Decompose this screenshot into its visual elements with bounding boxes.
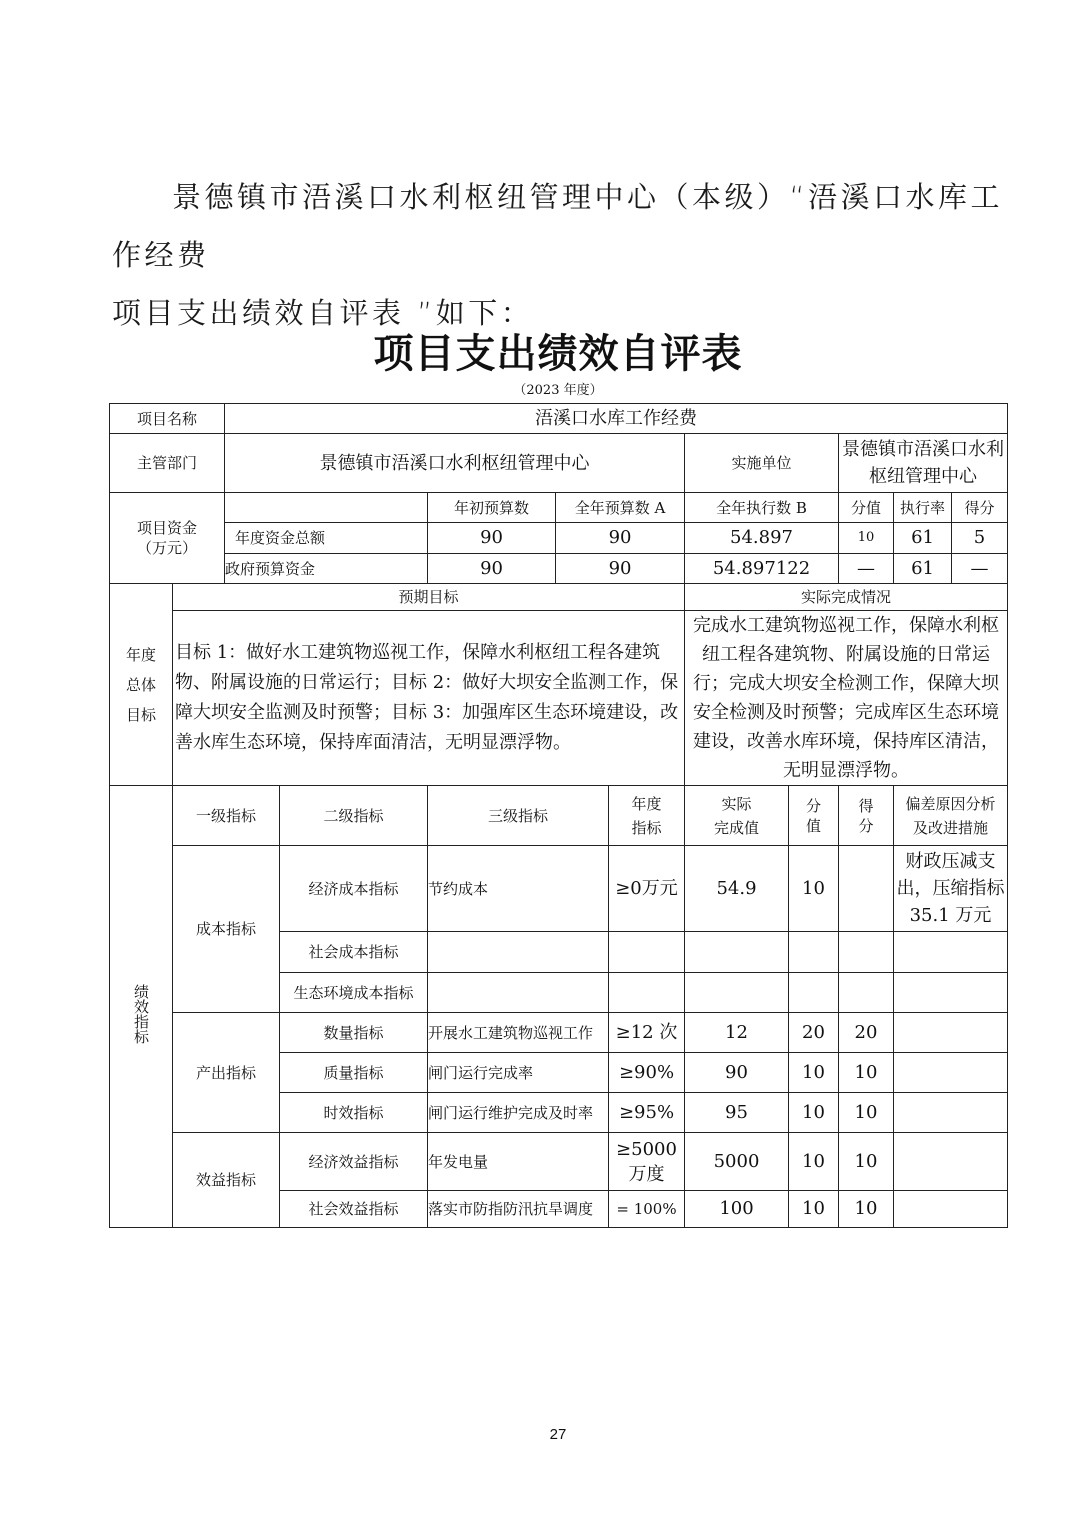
actual: 100 [685,1191,789,1228]
project-name-value: 浯溪口水库工作经费 [225,404,1008,434]
deviation [894,1013,1008,1053]
funds-header-score-value: 分值 [839,493,894,523]
impl-label: 实施单位 [685,434,839,493]
header-actual-line-1: 实际 [721,794,752,813]
funds-header-rate: 执行率 [894,493,952,523]
actual: 5000 [685,1133,789,1191]
funds-score: 5 [952,523,1008,554]
level2: 经济效益指标 [280,1133,428,1191]
header-deviation-line-2: 及改进措施 [912,818,988,837]
score: 20 [839,1013,894,1053]
value: 10 [789,1133,839,1191]
funds-row [110,523,1008,554]
header-level1: 一级指标 [173,786,280,846]
header-value [789,786,839,846]
deviation [894,932,1008,973]
actual [685,973,789,1013]
score [839,932,894,973]
score: 10 [839,1053,894,1093]
funds-score-value: — [839,554,894,584]
level3 [428,973,609,1013]
header-value-line-2: 值 [805,816,821,835]
value: 10 [789,1053,839,1093]
funds-annual: 90 [556,523,685,554]
score [839,846,894,932]
level3: 闸门运行完成率 [428,1053,609,1093]
goals-label-line-1: 年度 [125,645,156,664]
header-target [609,786,685,846]
level1-output: 产出指标 [173,1013,280,1133]
level1-cost: 成本指标 [173,846,280,1013]
intro-paragraph [112,168,1012,342]
level2: 社会成本指标 [280,932,428,973]
indicator-row [110,1133,1008,1191]
header-actual-line-2: 完成值 [713,818,759,837]
funds-row [110,554,1008,584]
header-score-line-2: 分 [858,816,874,835]
funds-row-name: 政府预算资金 [225,554,428,584]
level3: 落实市防指防汛抗旱调度 [428,1191,609,1228]
header-target-line-1: 年度 [631,794,662,813]
value: 10 [789,1093,839,1133]
value [789,932,839,973]
page-number: 27 [549,1426,567,1443]
level3: 年发电量 [428,1133,609,1191]
deviation [894,1093,1008,1133]
value [789,973,839,1013]
level2: 经济成本指标 [280,846,428,932]
expected-goals-header: 预期目标 [173,584,685,611]
deviation: 财政压减支出，压缩指标35.1 万元 [894,846,1008,932]
funds-header-score: 得分 [952,493,1008,523]
funds-score: — [952,554,1008,584]
value: 20 [789,1013,839,1053]
target: ≥95% [609,1093,685,1133]
level2: 社会效益指标 [280,1191,428,1228]
header-level3: 三级指标 [428,786,609,846]
level3: 闸门运行维护完成及时率 [428,1093,609,1133]
header-target-line-2: 指标 [631,818,662,837]
funds-score-value: 10 [839,523,894,554]
funds-initial: 90 [428,554,556,584]
funds-header-blank [225,493,428,523]
header-level2: 二级指标 [280,786,428,846]
expected-goals-text: 目标 1：做好水工建筑物巡视工作，保障水利枢纽工程各建筑物、附属设施的日常运行；目标 2：做好大坝安全监测工作，保障大坝安全监测及时预警；目标 3：加强库区生态环境建设，改善水库生态环境，保持库面清洁，无明显漂浮物。 [173,611,685,786]
indicator-row [110,846,1008,932]
indicators-table [109,785,1008,1228]
score: 10 [839,1133,894,1191]
funds-initial: 90 [428,523,556,554]
intro-line-2: 项目支出绩效自评表 ”如下： [112,296,534,330]
project-name-label: 项目名称 [110,404,225,434]
deviation [894,973,1008,1013]
level3: 开展水工建筑物巡视工作 [428,1013,609,1053]
goals-label-line-2: 总体 [125,675,156,694]
goals-label [110,584,173,786]
actual: 90 [685,1053,789,1093]
actual: 54.9 [685,846,789,932]
funds-header-executed: 全年执行数 B [685,493,839,523]
funds-rate: 61 [894,554,952,584]
target [609,973,685,1013]
table-title: 项目支出绩效自评表 [373,331,743,377]
funds-executed: 54.897 [685,523,839,554]
target: ≥0万元 [609,846,685,932]
level2: 数量指标 [280,1013,428,1053]
level1-benefit: 效益指标 [173,1133,280,1228]
funds-annual: 90 [556,554,685,584]
table-subtitle-year: （2023 年度） [513,383,603,398]
value: 10 [789,846,839,932]
target: = 100% [609,1191,685,1228]
target: ≥5000万度 [609,1133,685,1191]
target: ≥12 次 [609,1013,685,1053]
intro-line-1: 景德镇市浯溪口水利枢纽管理中心（本级）“浯溪口水库工作经费 [112,180,1004,272]
value: 10 [789,1191,839,1228]
funds-label-line-1: 项目资金 [137,519,198,537]
impl-value: 景德镇市浯溪口水利枢纽管理中心 [839,434,1008,493]
score [839,973,894,1013]
indicators-label [110,786,173,1228]
level2: 时效指标 [280,1093,428,1133]
header-deviation [894,786,1008,846]
header-deviation-line-1: 偏差原因分析 [905,794,996,813]
funds-header-annual: 全年预算数 A [556,493,685,523]
header-value-line-1: 分 [805,796,821,815]
actual: 12 [685,1013,789,1053]
dept-value: 景德镇市浯溪口水利枢纽管理中心 [225,434,685,493]
funds-label [110,493,225,584]
actual-goals-text: 完成水工建筑物巡视工作，保障水利枢纽工程各建筑物、附属设施的日常运行；完成大坝安全检测工作，保障大坝安全检测及时预警；完成库区生态环境建设，改善水库环境，保持库区清洁，无明显漂浮物。 [685,611,1008,786]
funds-row-name: 年度资金总额 [225,523,428,554]
indicator-row [110,1013,1008,1053]
funds-executed: 54.897122 [685,554,839,584]
header-actual [685,786,789,846]
actual [685,932,789,973]
header-score [839,786,894,846]
deviation [894,1053,1008,1093]
goals-label-line-3: 目标 [125,705,156,724]
score: 10 [839,1191,894,1228]
funds-header-initial: 年初预算数 [428,493,556,523]
level3: 节约成本 [428,846,609,932]
dept-label: 主管部门 [110,434,225,493]
indicators-label-text: 绩效指标 [132,984,150,1044]
deviation [894,1191,1008,1228]
funds-rate: 61 [894,523,952,554]
actual-goals-header: 实际完成情况 [685,584,1008,611]
funds-label-line-2: （万元） [137,539,198,557]
target: ≥90% [609,1053,685,1093]
level3 [428,932,609,973]
info-table [109,403,1008,786]
level2: 生态环境成本指标 [280,973,428,1013]
target [609,932,685,973]
deviation [894,1133,1008,1191]
actual: 95 [685,1093,789,1133]
header-score-line-1: 得 [858,796,874,815]
level2: 质量指标 [280,1053,428,1093]
score: 10 [839,1093,894,1133]
